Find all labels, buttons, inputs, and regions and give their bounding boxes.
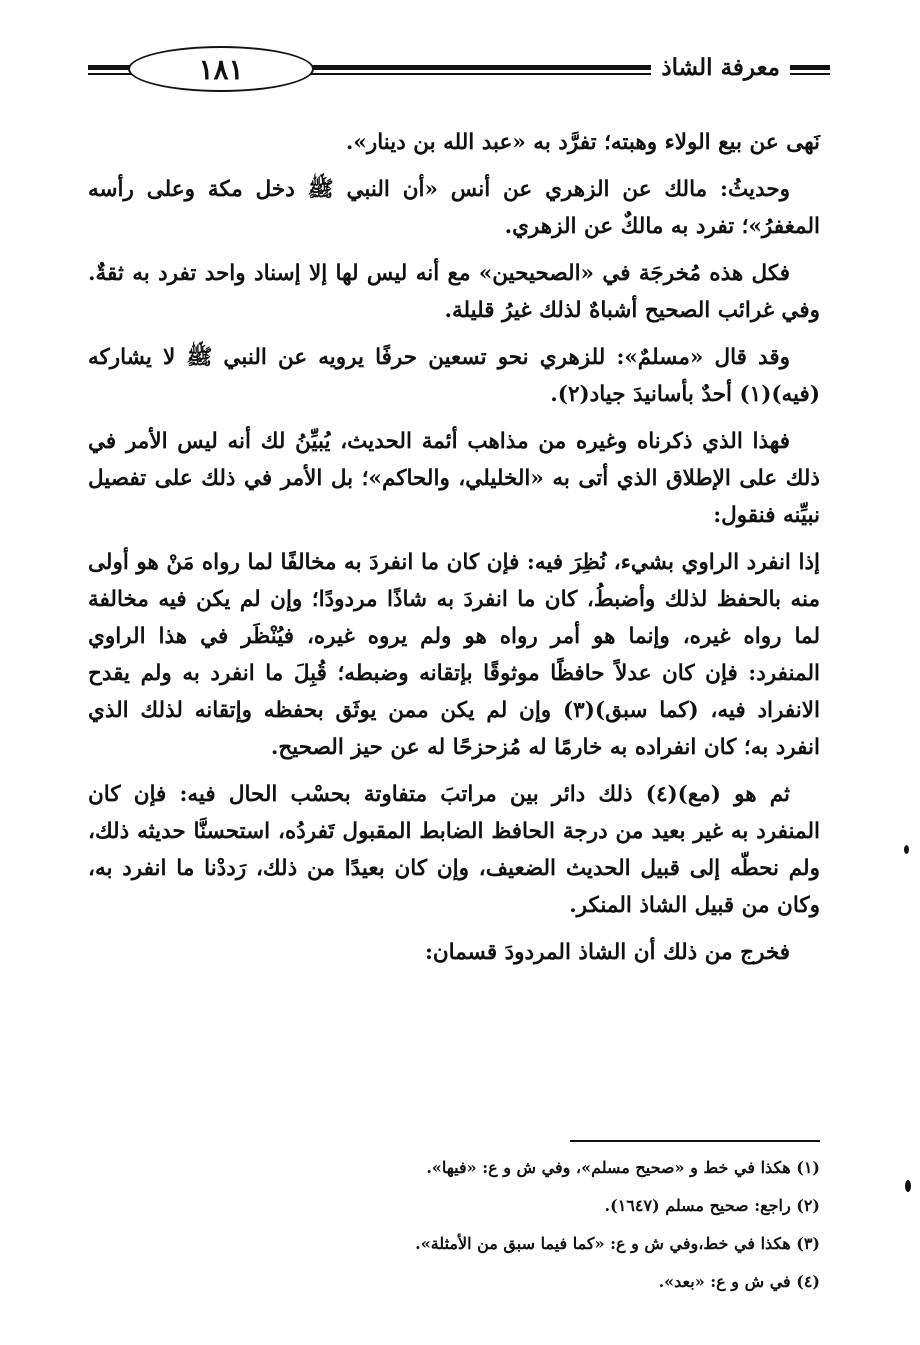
paragraph-4: وقد قال «مسلمٌ»: للزهري نحو تسعين حرفًا يرويه عن النبي ﷺ لا يشاركه (فيه)(١) أحدٌ بأسانيدَ جياد(٢). [88,345,820,407]
footnote-3: (٣) هكذا في خط،وفي ش و ع: «كما فيما سبق من الأمثلة». [415,1234,820,1253]
paragraph-8: فخرج من ذلك أن الشاذ المردودَ قسمان: [424,940,790,965]
page-number: ١٨١ [198,52,244,86]
footnotes [180,1158,820,1310]
body-text [88,124,820,981]
footnote-2: (٢) راجع: صحيح مسلم (١٦٤٧). [604,1196,820,1215]
paragraph-7: ثم هو (مع)(٤) ذلك دائر بين مراتبَ متفاوتة بحسْب الحال فيه: فإن كان المنفرد به غير بعيد من درجة الحافظ الضابط المقبول تَفردُه، استحسنَّا حديثه ذلك، ولم نحطّه إلى قبيل الحديث الضعيف، وإن كان بعيدًا من ذلك، رَددْنا ما انفرد به، وكان من قبيل الشاذ المنكر. [88,782,820,918]
paragraph-6: إذا انفرد الراوي بشيء، نُظِرَ فيه: فإن كان ما انفردَ به مخالفًا لما رواه مَنْ هو أولى منه بالحفظ لذلك وأضبطُ، كان ما انفردَ به شاذًا مردودًا؛ وإن لم يكن فيه مخالفة لما رواه غيره، وإنما هو أمر رواه هو ولم يروه غيره، فيُنْظَر في هذا الراوي المنفرد: فإن كان عدلاً حافظًا موثوقًا بإتقانه وضبطه؛ قُبِلَ ما انفرد به ولم يقدح الانفراد فيه، (كما سبق)(٣) وإن لم يكن ممن يوثَق بحفظه وإتقانه لذلك الذي انفرد به؛ كان انفراده به خارمًا له مُزحزحًا له عن حيز الصحيح. [88,550,820,760]
page-header [88,38,830,98]
running-title: معرفة الشاذ [651,52,790,84]
margin-speck [904,845,909,854]
footnote-4: (٤) في ش و ع: «بعد». [658,1272,820,1291]
footnote-separator [570,1140,820,1142]
margin-speck [905,1180,911,1192]
paragraph-5: فهذا الذي ذكرناه وغيره من مذاهب أئمة الحديث، يُبيِّنُ لك أنه ليس الأمر في ذلك على الإطلاق الذي أتى به «الخليلي، والحاكم»؛ بل الأمر في ذلك على تفصيل نبيِّنه فنقول: [88,429,820,528]
paragraph-2: وحديثُ: مالك عن الزهري عن أنس «أن النبي ﷺ دخل مكة وعلى رأسه المغفرُ»؛ تفرد به مالكٌ عن الزهري. [88,177,820,239]
page-number-oval [128,46,314,92]
footnote-1: (١) هكذا في خط و «صحيح مسلم»، وفي ش و ع: «فيها». [426,1158,820,1177]
paragraph-3: فكل هذه مُخرجَة في «الصحيحين» مع أنه ليس لها إلا إسناد واحد تفرد به ثقةٌ. وفي غرائب الصحيح أشباهٌ لذلك غيرُ قليلة. [88,261,820,323]
paragraph-1: نَهى عن بيع الولاء وهبته؛ تفرَّد به «عبد الله بن دينار». [345,130,820,155]
